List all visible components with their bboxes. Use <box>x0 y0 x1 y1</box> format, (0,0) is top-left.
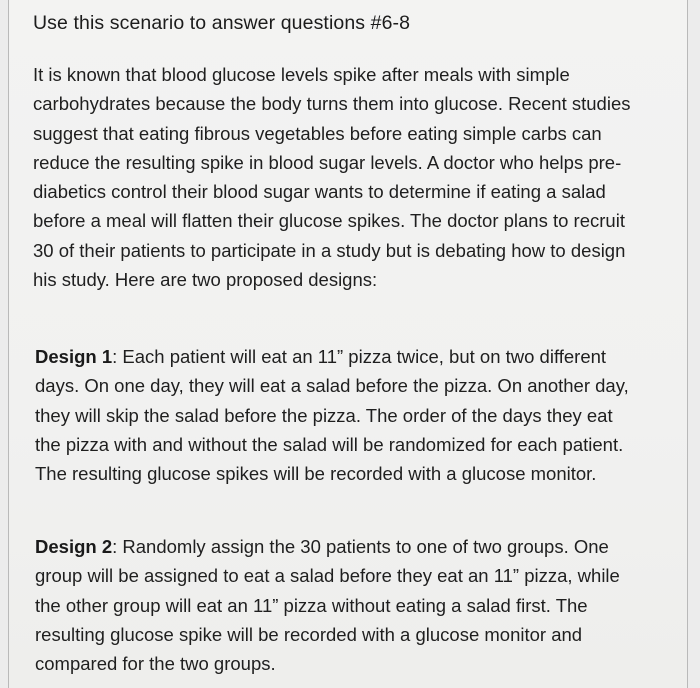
design-2-line: resulting glucose spike will be recorded with a glucose monitor and <box>35 623 583 645</box>
intro-line: It is known that blood glucose levels spike after meals with simple <box>33 64 570 85</box>
design-2-intro-text: : Randomly assign the 30 patients to one of two groups. One <box>112 536 609 557</box>
intro-line: his study. Here are two proposed designs: <box>33 269 378 291</box>
design-2-paragraph <box>35 532 675 678</box>
design-1-line: they will skip the salad before the pizza. The order of the days they eat <box>35 404 613 426</box>
design-1-label: Design 1 <box>35 346 113 367</box>
design-2-line: group will be assigned to eat a salad before they eat an 11” pizza, while <box>35 565 620 587</box>
design-2-line: compared for the two groups. <box>35 653 276 675</box>
design-2-line: the other group will eat an 11” pizza without eating a salad first. The <box>35 594 588 616</box>
design-2-label: Design 2 <box>35 536 113 557</box>
intro-line: suggest that eating fibrous vegetables before eating simple carbs can <box>33 122 602 144</box>
intro-paragraph <box>33 60 673 294</box>
design-1-line: The resulting glucose spikes will be recorded with a glucose monitor. <box>35 463 597 485</box>
intro-line: diabetics control their blood sugar wants to determine if eating a salad <box>33 181 606 203</box>
intro-line: reduce the resulting spike in blood sugar levels. A doctor who helps pre- <box>33 151 622 173</box>
scenario-heading: Use this scenario to answer questions #6-8 <box>33 12 411 34</box>
design-1-first-line <box>35 342 675 371</box>
intro-line: carbohydrates because the body turns them into glucose. Recent studies <box>33 93 631 115</box>
intro-line: before a meal will flatten their glucose spikes. The doctor plans to recruit <box>33 210 625 232</box>
intro-line: 30 of their patients to participate in a study but is debating how to design <box>33 239 626 261</box>
design-2-first-line <box>35 532 675 561</box>
design-1-paragraph <box>35 342 675 488</box>
design-1-line: days. On one day, they will eat a salad before the pizza. On another day, <box>35 375 629 397</box>
document-page <box>8 0 688 688</box>
design-1-intro-text: : Each patient will eat an 11” pizza twice, but on two different <box>112 346 607 367</box>
design-1-line: the pizza with and without the salad will be randomized for each patient. <box>35 433 624 455</box>
